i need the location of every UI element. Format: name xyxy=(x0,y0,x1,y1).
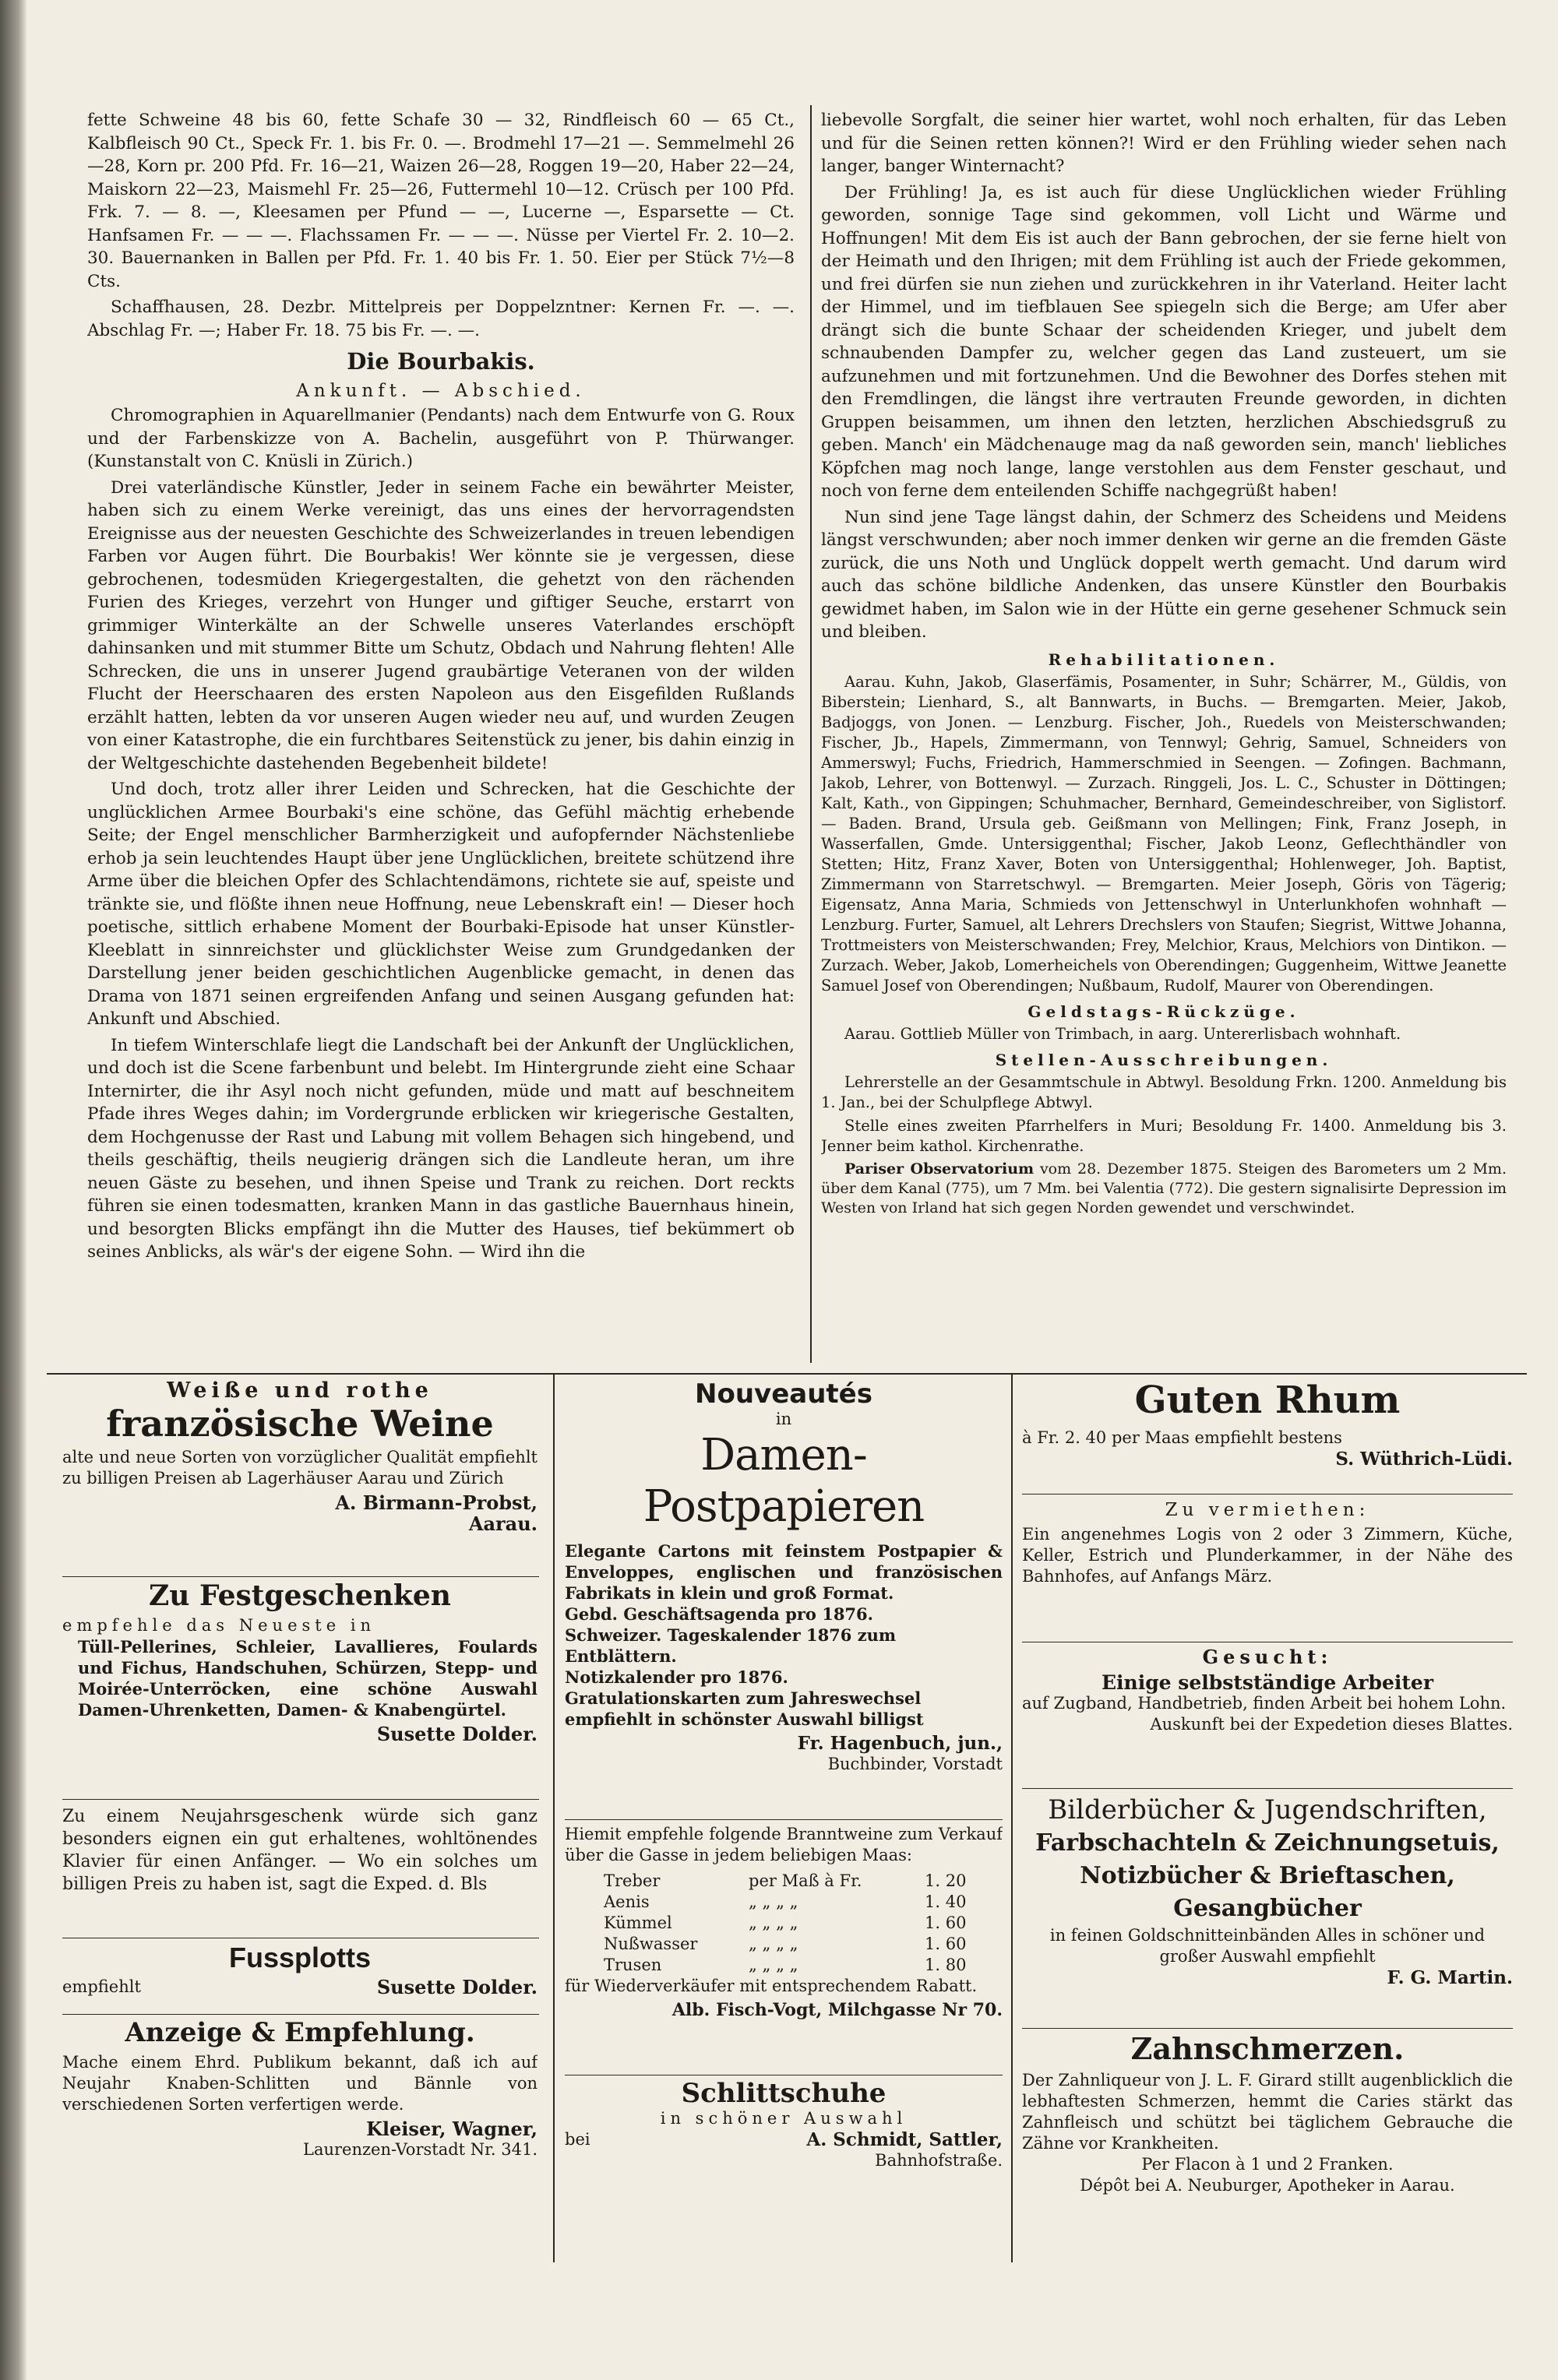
branntweine-item: Trusen „ „ „ „ 1. 80 xyxy=(604,1956,967,1974)
ads-top-rule xyxy=(47,1373,1527,1375)
ad-fussplotts-sig: Susette Dolder. xyxy=(376,1975,538,1998)
ad-weine-body: alte und neue Sorten von vorzüglicher Qualität empfiehlt zu billigen Preisen ab Lagerhäuser Aarau und Zürich xyxy=(62,1447,538,1488)
ad-rhum xyxy=(1022,1380,1513,1491)
ad-festgeschenke-body: Tüll-Pellerines, Schleier, Lavallieres, Foulards und Fichus, Handschuhen, Schürzen, Stepp- und Moirée-Unterröcken, eine schöne Auswahl Damen-Uhrenketten, Damen- & Knabengürtel. xyxy=(78,1636,538,1720)
ad-nouveautes-title: Nouveautés xyxy=(695,1380,872,1410)
ad-rule xyxy=(1022,1788,1513,1789)
ad-nouveautes-big: Damen-Postpapieren xyxy=(643,1430,925,1533)
ad-neujahr-body: Zu einem Neujahrsgeschenk würde sich ganz besonders eignen ein gut erhaltenes, wohltönendes Klavier für einen Anfänger. — Wo ein solches um billigen Preis zu haben ist, sagt die Exped. d. Bls xyxy=(62,1807,538,1894)
ad-bilder-line3: Notizbücher & Brieftaschen, xyxy=(1080,1862,1455,1889)
ad-zahn-price: Per Flacon à 1 und 2 Franken. xyxy=(1141,2154,1394,2174)
ad-vermiethen-body: Ein angenehmes Logis von 2 oder 3 Zimmern, Küche, Keller, Estrich und Plunderkammer, in der Nähe des Bahnhofes, auf Anfangs März. xyxy=(1022,1525,1513,1586)
ad-bilderbuecher xyxy=(1022,1793,1513,2026)
ad-nouveautes-line-4: Notizkalender pro 1876. xyxy=(565,1667,788,1688)
branntweine-price-list xyxy=(565,1871,1003,1976)
article-paragraph-3: In tiefem Winterschlafe liegt die Landschaft bei der Ankunft der Unglücklichen, und doch ist die Scene farbenbunt und belebt. Im Hintergrunde zieht eine Schaar Internirter, die ihr Asyl noch nicht gefunden, müde und matt auf beschneitem Pfade ihres Weges dahin; im Vordergrunde erblicken wir kriegerische Gestalten, dem Hochgenusse der Rast und Labung mit vollem Behagen sich hingebend, und theils geschäftig, theils neugierig drängen sich die Landleute heran, um ihre neuen Gäste zu besehen, und ihnen Speise und Trank zu reichen. Dort reckts führen sie einen todesmatten, kranken Mann in das gastliche Bauernhaus hinein, und besorgten Blicks empfängt ihn die Mutter des Hauses, tief bekümmert ob seines Anblicks, als wär's der eigene Sohn. — Wird ihn die xyxy=(87,1035,795,1262)
ad-schlittschuhe-sig1: A. Schmidt, Sattler, xyxy=(806,2129,1003,2151)
ad-gesucht-sub: Einige selbstständige Arbeiter xyxy=(1101,1671,1434,1694)
ad-bilder-line2: Farbschachteln & Zeichnungsetuis, xyxy=(1035,1829,1500,1857)
ad-schlittschuhe-sig2: Bahnhofstraße. xyxy=(875,2151,1003,2171)
column-divider xyxy=(810,105,812,1363)
stellen-title: Stellen-Ausschreibungen. xyxy=(995,1050,1333,1069)
ad-gesucht-body: auf Zugband, Handbetrieb, finden Arbeit bei hohem Lohn. xyxy=(1022,1694,1507,1713)
ad-nouveautes-sig1: Fr. Hagenbuch, jun., xyxy=(797,1733,1003,1755)
ad-fussplotts-title: Fussplotts xyxy=(228,1942,371,1973)
ads-divider-right xyxy=(1011,1375,1013,2262)
branntweine-item: Kümmel „ „ „ „ 1. 60 xyxy=(604,1914,967,1932)
ad-neujahr xyxy=(62,1805,538,1936)
ad-bilder-title: Bilderbücher & Jugendschriften, xyxy=(1048,1794,1487,1825)
ad-fussplotts-left: empfiehlt xyxy=(62,1977,141,1996)
ad-rule xyxy=(565,1819,1003,1820)
rehab-title: Rehabilitationen. xyxy=(1048,650,1280,669)
ad-weine-line2: französische Weine xyxy=(106,1403,494,1445)
market-report-2: Schaffhausen, 28. Dezbr. Mittelpreis per Doppelzntner: Kernen Fr. —. —. Abschlag Fr. —; Haber Fr. 18. 75 bis Fr. —. —. xyxy=(87,298,795,340)
article-paragraph-1: Drei vaterländische Künstler, Jeder in seinem Fache ein bewährter Meister, haben sich zu einem Werke vereinigt, das uns eines der hervorragendsten Ereignisse aus der neuesten Geschichte des Schweizerlandes in treuen lebendigen Farben vor Augen führt. Die Bourbakis! Wer könnte sie je vergessen, diese gebrochenen, todesmüden Kriegergestalten, die gehetzt von den rächenden Furien des Krieges, verzehrt von Hunger und giftiger Seuche, erstarrt von grimmiger Winterkälte an der Schwelle unseres Vaterlandes erschöpft dahinsanken und mit stummer Bitte um Schutz, Obdach und Nahrung flehten! Alle Schrecken, die uns in unserer Jugend graubärtige Veteranen von der wilden Flucht der Heerschaaren des ersten Napoleon aus den Eisgefilden Rußlands erzählt hatten, lebten da vor unseren Augen wieder neu auf, und wurden Zeugen von einer Katastrophe, die ein furchtbares Seitenstück zu jener, bis dahin einzig in der Weltgeschichte dastehenden Begebenheit bildete! xyxy=(87,477,795,773)
ad-bilder-sig: F. G. Martin. xyxy=(1387,1967,1513,1988)
right-column xyxy=(821,109,1507,1359)
ad-vermiethen-title: Zu vermiethen: xyxy=(1165,1500,1370,1520)
ad-zahn-body: Der Zahnliqueur von J. L. F. Girard stillt augenblicklich die lebhaftesten Schmerzen, hemmt die Caries stärkt das Zahnfleisch und schützt bei täglichem Gebrauche die Zähne vor Krankheiten. xyxy=(1022,2070,1513,2153)
ad-nouveautes-line-3: Schweizer. Tageskalender 1876 zum Entblättern. xyxy=(565,1625,897,1667)
ad-zahnschmerzen xyxy=(1022,2033,1513,2204)
ad-schlitten-sig1: Kleiser, Wagner, xyxy=(366,2118,538,2141)
article-subtitle: Ankunft. — Abschied. xyxy=(296,381,586,401)
ad-zahn-depot: Dépôt bei A. Neuburger, Apotheker in Aarau. xyxy=(1080,2175,1455,2195)
ad-bilder-body: in feinen Goldschnitteinbänden Alles in schöner und großer Auswahl empfiehlt xyxy=(1049,1926,1486,1966)
ad-rhum-sig: S. Wüthrich-Lüdi. xyxy=(1335,1448,1513,1470)
ad-fussplotts xyxy=(62,1942,538,2012)
ad-festgeschenke xyxy=(62,1581,538,1797)
ad-rhum-body: à Fr. 2. 40 per Maas empfiehlt bestens xyxy=(1022,1428,1342,1447)
ad-vermiethen xyxy=(1022,1500,1513,1640)
ad-schlittschuhe-sub: in schöner Auswahl xyxy=(660,2109,908,2128)
ad-weine-sig2: Aarau. xyxy=(468,1512,538,1535)
ads-divider-left xyxy=(553,1375,555,2262)
left-column xyxy=(87,109,795,1359)
article-intro: Chromographien in Aquarellmanier (Pendants) nach dem Entwurfe von G. Roux und der Farbenskizze von A. Bachelin, ausgeführt von P. Thürwanger. (Kunstanstalt von C. Knüsli in Zürich.) xyxy=(87,406,795,471)
ad-rule xyxy=(62,1799,539,1800)
ad-fussplotts-row xyxy=(62,1977,538,1998)
article-title: Die Bourbakis. xyxy=(347,348,535,375)
ad-rule xyxy=(62,2014,539,2015)
article-continuation-1: liebevolle Sorgfalt, die seiner hier wartet, wohl noch erhalten, für das Leben und für die Seinen retten können?! Wird er den Frühling wieder sehen nach langer, banger Winternacht? xyxy=(821,111,1507,176)
stellen-text-2: Stelle eines zweiten Pfarrhelfers in Muri; Besoldung Fr. 1400. Anmeldung bis 3. Jenner beim kathol. Kirchenrathe. xyxy=(821,1116,1507,1155)
article-continuation-3: Nun sind jene Tage längst dahin, der Schmerz des Scheidens und Meidens längst verschwunden; aber noch immer denken wir gerne an die fremden Gäste zurück, die uns Noth und Unglück doppelt werth gemacht. Und darum wird auch das schöne bildliche Andenken, das unsere Künstler den Bourbakis gewidmet haben, im Salon wie in der Hütte ein gerne gesehener Schmuck sein und bleiben. xyxy=(821,507,1507,642)
ad-weine xyxy=(62,1380,538,1575)
stellen-text-1: Lehrerstelle an der Gesammtschule in Abtwyl. Besoldung Frkn. 1200. Anmeldung bis 1. Jan., bei der Schulpflege Abtwyl. xyxy=(821,1072,1507,1111)
observatorium-title: Pariser Observatorium xyxy=(844,1160,1035,1178)
ad-schlitten-sig2: Laurenzen-Vorstadt Nr. 341. xyxy=(303,2140,538,2160)
ad-festgeschenke-title: Zu Festgeschenken xyxy=(149,1581,451,1612)
page-binding-edge xyxy=(0,0,26,2380)
ad-rule xyxy=(62,1576,539,1577)
ad-schlitten xyxy=(62,2019,538,2190)
branntweine-item: Treber per Maß à Fr. 1. 20 xyxy=(604,1871,967,1890)
ad-schlittschuhe-title: Schlittschuhe xyxy=(681,2079,887,2109)
ad-gesucht-title: Gesucht: xyxy=(1202,1646,1333,1668)
observatorium-report xyxy=(821,1160,1507,1218)
branntweine-item: Aenis „ „ „ „ 1. 40 xyxy=(604,1892,967,1911)
ad-weine-line1: Weiße und rothe xyxy=(167,1380,433,1403)
ad-nouveautes-line-5: Gratulationskarten zum Jahreswechsel empfiehlt in schönster Auswahl billigst xyxy=(565,1688,924,1730)
ad-schlitten-body: Mache einem Ehrd. Publikum bekannt, daß ich auf Neujahr Knaben-Schlitten und Bännle von verschiedenen Sorten verfertigen werde. xyxy=(62,2053,538,2114)
rehab-text: Aarau. Kuhn, Jakob, Glaserfämis, Posamenter, in Suhr; Schärrer, M., Güldis, von Biberstein; Lienhard, S., alt Bannwarts, in Buchs. — Bremgarten. Meier, Jakob, Badjoggs, von Jonen. — Lenzburg. Fischer, Joh., Ruedels von Meisterschwanden; Fischer, Jb., Hapels, Zimmermann, von Tennwyl; Gehrig, Samuel, Schneiders von Ammerswyl; Fuchs, Friedrich, Hammerschmied in Seengen. — Zofingen. Bachmann, Jakob, Lehrer, von Bottenwyl. — Zurzach. Ringgeli, Jos. L. C., Schuster in Döttingen; Kalt, Kath., von Gippingen; Schuhmacher, Bernhard, Gemeindeschreiber, von Siglistorf. — Baden. Brand, Ursula geb. Geißmann von Mellingen; Fink, Franz Joseph, in Wasserfallen, Gmde. Untersiggenthal; Fischer, Jakob Leonz, Geflechthändler von Stetten; Hitz, Franz Xaver, Boten von Untersiggenthal; Hohlenweger, Joh. Baptist, Zimmermann von Starretschwyl. — Bremgarten. Meier Joseph, Göris von Tägerig; Eigensatz, Anna Maria, Schmieds von Jettenschwyl in Unterlunkhofen wohnhaft — Lenzburg. Furter, Samuel, alt Lehrers Drechslers von Staufen; Siegrist, Wittwe Johanna, Trottmeisters von Meisterschwanden; Frey, Melchior, Kraus, Melchiors von Dintikon. — Zurzach. Weber, Jakob, Lomerheichels von Oberendingen; Guggenheim, Wittwe Jeanette Samuel Josef von Oberendingen; Nußbaum, Rudolf, Maurer von Oberendingen. xyxy=(821,672,1507,995)
ad-gesucht-note: Auskunft bei der Expedetion dieses Blattes. xyxy=(1150,1715,1513,1734)
branntweine-item: Nußwasser „ „ „ „ 1. 60 xyxy=(604,1935,967,1953)
ad-branntweine-sig: Alb. Fisch-Vogt, Milchgasse Nr 70. xyxy=(671,2000,1003,2020)
ad-rule xyxy=(1022,2028,1513,2029)
ad-branntweine xyxy=(565,1824,1003,2073)
ad-nouveautes-line-2: Gebd. Geschäftsagenda pro 1876. xyxy=(565,1604,873,1625)
ad-schlittschuhe-row xyxy=(565,2129,1003,2150)
ad-festgeschenke-sig: Susette Dolder. xyxy=(376,1722,538,1745)
ad-branntweine-intro: Hiemit empfehle folgende Branntweine zum Verkauf über die Gasse in jedem beliebigen Maas: xyxy=(565,1825,1003,1864)
observatorium-text: vom 28. Dezember 1875. Steigen des Barometers um 2 Mm. über dem Kanal (775), um 7 Mm. bei Valentia (772). Die gestern signalisirte Depression im Westen von Irland hat sich gegen Norden gewendet und verschwindet. xyxy=(821,1160,1507,1216)
article-continuation-2: Der Frühling! Ja, es ist auch für diese Unglücklichen wieder Frühling geworden, sonnige Tage sind gekommen, voll Licht und Wärme und Hoffnungen! Mit dem Eis ist auch der Bann gebrochen, der sie ferne hielt von der Heimath und den Ihrigen; mit dem Frühling ist auch der Friede gekommen, und frei dürfen sie nun ziehen und zurückkehren in ihr Vaterland. Heiter lacht der Himmel, und im tiefblauen See spiegeln sich die Berge; am Ufer aber drängt sich die bunte Schaar der scheidenden Krieger, und jubelt dem schnaubenden Dampfer zu, welcher gegen das Land zusteuert, um sie aufzunehmen und mit fortzunehmen. Und die Bewohner des Dorfes stehen mit den Fremdlingen, die längst ihre vertrauten Freunde geworden, in dichten Gruppen beisammen, um ihnen den letzten, herzlichen Abschiedsgruß zu geben. Manch' ein Mädchenauge mag da naß geworden sein, manch' liebliches Köpfchen mag noch lange, lange verstohlen aus dem Fenster geschaut, und noch von ferne dem enteilenden Schiffe nachgegrüßt haben! xyxy=(821,182,1507,501)
ad-nouveautes xyxy=(565,1380,1003,1816)
ad-nouveautes-sig2: Buchbinder, Vorstadt xyxy=(827,1755,1003,1774)
geldstag-text: Aarau. Gottlieb Müller von Trimbach, in aarg. Untererlisbach wohnhaft. xyxy=(844,1024,1401,1043)
ad-schlitten-title: Anzeige & Empfehlung. xyxy=(125,2019,475,2048)
ad-branntweine-note: für Wiederverkäufer mit entsprechendem Rabatt. xyxy=(565,1977,978,1995)
ad-bilder-line4: Gesangbücher xyxy=(1173,1895,1362,1922)
ad-schlittschuhe-bei: bei xyxy=(565,2130,590,2149)
ad-gesucht xyxy=(1022,1646,1513,1787)
article-paragraph-2: Und doch, trotz aller ihrer Leiden und Schrecken, hat die Geschichte der unglücklichen Armee Bourbaki's eine schöne, das Gefühl mächtig erhebende Seite; der Engel menschlicher Barmherzigkeit und aufopfernder Nächstenliebe erhob ja sein leuchtendes Haupt über jene Unglücklichen, breitete schützend ihre Arme über die bleichen Opfer des Schlachtendämons, richtete sie auf, speiste und tränkte sie, und flößte ihnen neue Hoffnung, neue Lebenskraft ein! — Dieser hoch poetische, sittlich erhabene Moment der Bourbaki-Episode hat unser Künstler-Kleeblatt in sinnreichster und glücklichster Weise zum Grundgedanken der Darstellung jener beiden geschichtlichen Augenblicke gemacht, in denen das Drama von 1871 seinen ergreifenden Anfang und seinen Ausgang gefunden hat: Ankunft und Abschied. xyxy=(87,780,795,1029)
ad-nouveautes-in: in xyxy=(775,1410,792,1429)
ad-festgeschenke-intro: empfehle das Neueste in xyxy=(62,1615,376,1635)
ad-weine-sig1: A. Birmann-Probst, xyxy=(335,1491,538,1514)
ad-zahn-title: Zahnschmerzen. xyxy=(1130,2033,1405,2066)
ad-schlittschuhe xyxy=(565,2079,1003,2188)
market-report-1: fette Schweine 48 bis 60, fette Schafe 30 — 32, Rindfleisch 60 — 65 Ct., Kalbfleisch 90 Ct., Speck Fr. 1. bis Fr. 0. —. Brodmehl 17—21 —. Semmelmehl 26—28, Korn pr. 200 Pfd. Fr. 16—21, Waizen 26—28, Roggen 19—20, Haber 22—24, Maiskorn 22—23, Maismehl Fr. 25—26, Futtermehl 10—12. Crüsch per 100 Pfd. Frk. 7. — 8. —, Kleesamen per Pfund — —, Lucerne —, Esparsette — Ct. Hanfsamen Fr. — — —. Flachssamen Fr. — — —. Nüsse per Viertel Fr. 2. 10—2. 30. Bauernanken in Ballen per Pfd. Fr. 1. 40 bis Fr. 1. 50. Eier per Stück 7½—8 Cts. xyxy=(87,111,795,291)
ad-rhum-title: Guten Rhum xyxy=(1134,1380,1401,1422)
ad-nouveautes-line-1: Elegante Cartons mit feinstem Postpapier & Enveloppes, englischen und französischen Fabrikats in klein und groß Format. xyxy=(565,1541,1003,1604)
geldstag-title: Geldstags-Rückzüge. xyxy=(1028,1002,1300,1021)
ad-rule xyxy=(1022,1494,1513,1495)
